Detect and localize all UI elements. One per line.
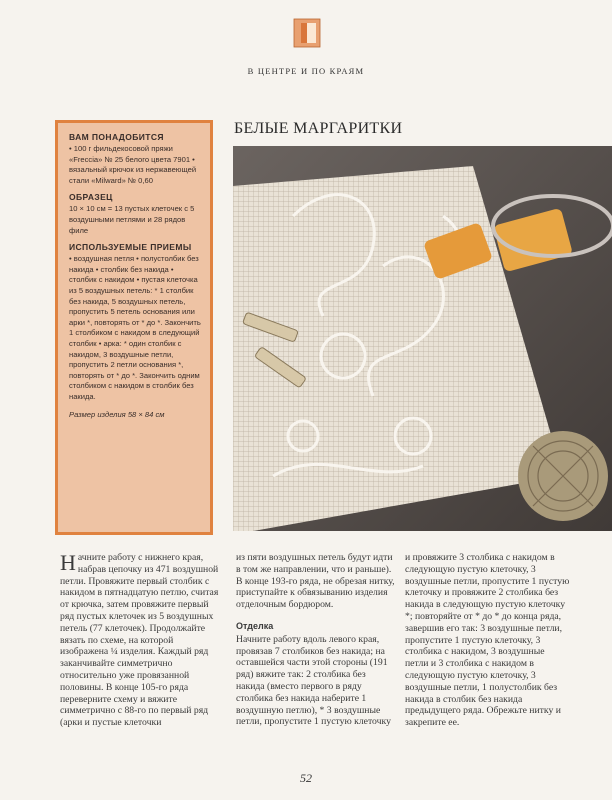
lace-tablecloth-photo bbox=[233, 146, 612, 531]
col1-text: ачните работу с нижнего края, набрав цепочку из 471 воздушной петли. Провяжите первый столбик с накидом в пятнадцатую петлю, считая от крючка, затем провяжите первый ряд пустых клеточек из 5 воздушных петель (77 клеточек). Продолжайте вязать по схеме, на которой изображена ¼ изделия. Каждый ряд заканчивайте симметрично относительно уже провязанной половины. В конце 105-го ряда переверните схему и вяжите симметрично с 88-го по первый ряд (арки и пустые клеточки bbox=[60, 552, 219, 729]
materials-sidebar bbox=[55, 120, 213, 535]
you-need-block bbox=[69, 132, 202, 186]
body-column-3 bbox=[405, 552, 570, 729]
body-column-2 bbox=[236, 552, 396, 728]
finishing-heading: Отделка bbox=[236, 620, 274, 631]
drop-cap: Н bbox=[60, 550, 76, 575]
you-need-heading: ВАМ ПОНАДОБИТСЯ bbox=[69, 132, 164, 142]
col2-text2: Начните работу вдоль левого края, провязав 7 столбиков без накида; на оставшейся части этой стороны (191 ряд) вяжите так: 2 столбика без накида (вместо первого в ряду столбика без накида наберите 1 воздушную петлю), * 3 воздушные петли, пропустите 1 пустую клеточку bbox=[236, 633, 391, 728]
size-text: Размер изделия 58 × 84 см bbox=[69, 410, 165, 420]
techniques-block bbox=[69, 242, 202, 402]
col2-text: из пяти воздушных петель будут идти в том же направлении, что и раньше). В конце 193-го ряда, не обрезая нитку, приступайте к обвязыванию изделия отделочным бордюром. bbox=[236, 552, 395, 611]
col3-text: и провяжите 3 столбика с накидом в следующую пустую клеточку, 3 воздушные петли, пропустите 1 пустую клеточку и провяжите 2 столбика без накида в следующую пустую клеточку *; повторяйте от * до * до конца ряда, завершив его так: 3 воздушные петли, пропустите 1 пустую клеточку, 3 столбика с накидом, 3 воздушные петли и 3 столбика с накидом в следующую пустую клеточку, 3 воздушные петли, 1 полустолбик без накида в столбик без накида предыдущего ряда. Обрежьте нитку и закрепите ее. bbox=[405, 552, 570, 729]
sample-text: 10 × 10 см = 13 пустых клеточек с 5 воздушными петлями и 28 рядов филе bbox=[69, 204, 195, 235]
techniques-heading: ИСПОЛЬЗУЕМЫЕ ПРИЕМЫ bbox=[69, 242, 192, 253]
sample-heading: ОБРАЗЕЦ bbox=[69, 192, 113, 203]
techniques-text: • воздушная петля • полустолбик без накида • столбик без накида • столбик с накидом • пустая клеточка из 5 воздушных петель: * 1 столбик без накида, 5 воздушных петель, пропустить 5 петель основания или арки *, повторять от * до *. Закончить 1 столбиком с накидом в следующий столбик • арка: * один столбик с накидом, 3 воздушные петли, пропустить 2 петли основания *, повторять от * до *. Закончить одним столбиком с накидом в столбик без накида. bbox=[69, 254, 201, 401]
page-number: 52 bbox=[300, 771, 312, 785]
intro-paragraph bbox=[60, 552, 220, 729]
you-need-text: • 100 г фильдекосовой пряжи «Freccia» № 25 белого цвета 7901 • вязальный крючок из нержавеющей стали «Milward» № 0,60 bbox=[69, 144, 197, 185]
pattern-title: БЕЛЫЕ МАРГАРИТКИ bbox=[234, 120, 403, 137]
book-logo-icon bbox=[293, 18, 321, 48]
body-column-1 bbox=[60, 552, 220, 729]
section-title: В ЦЕНТРЕ И ПО КРАЯМ bbox=[247, 66, 365, 76]
sample-block bbox=[69, 192, 202, 236]
